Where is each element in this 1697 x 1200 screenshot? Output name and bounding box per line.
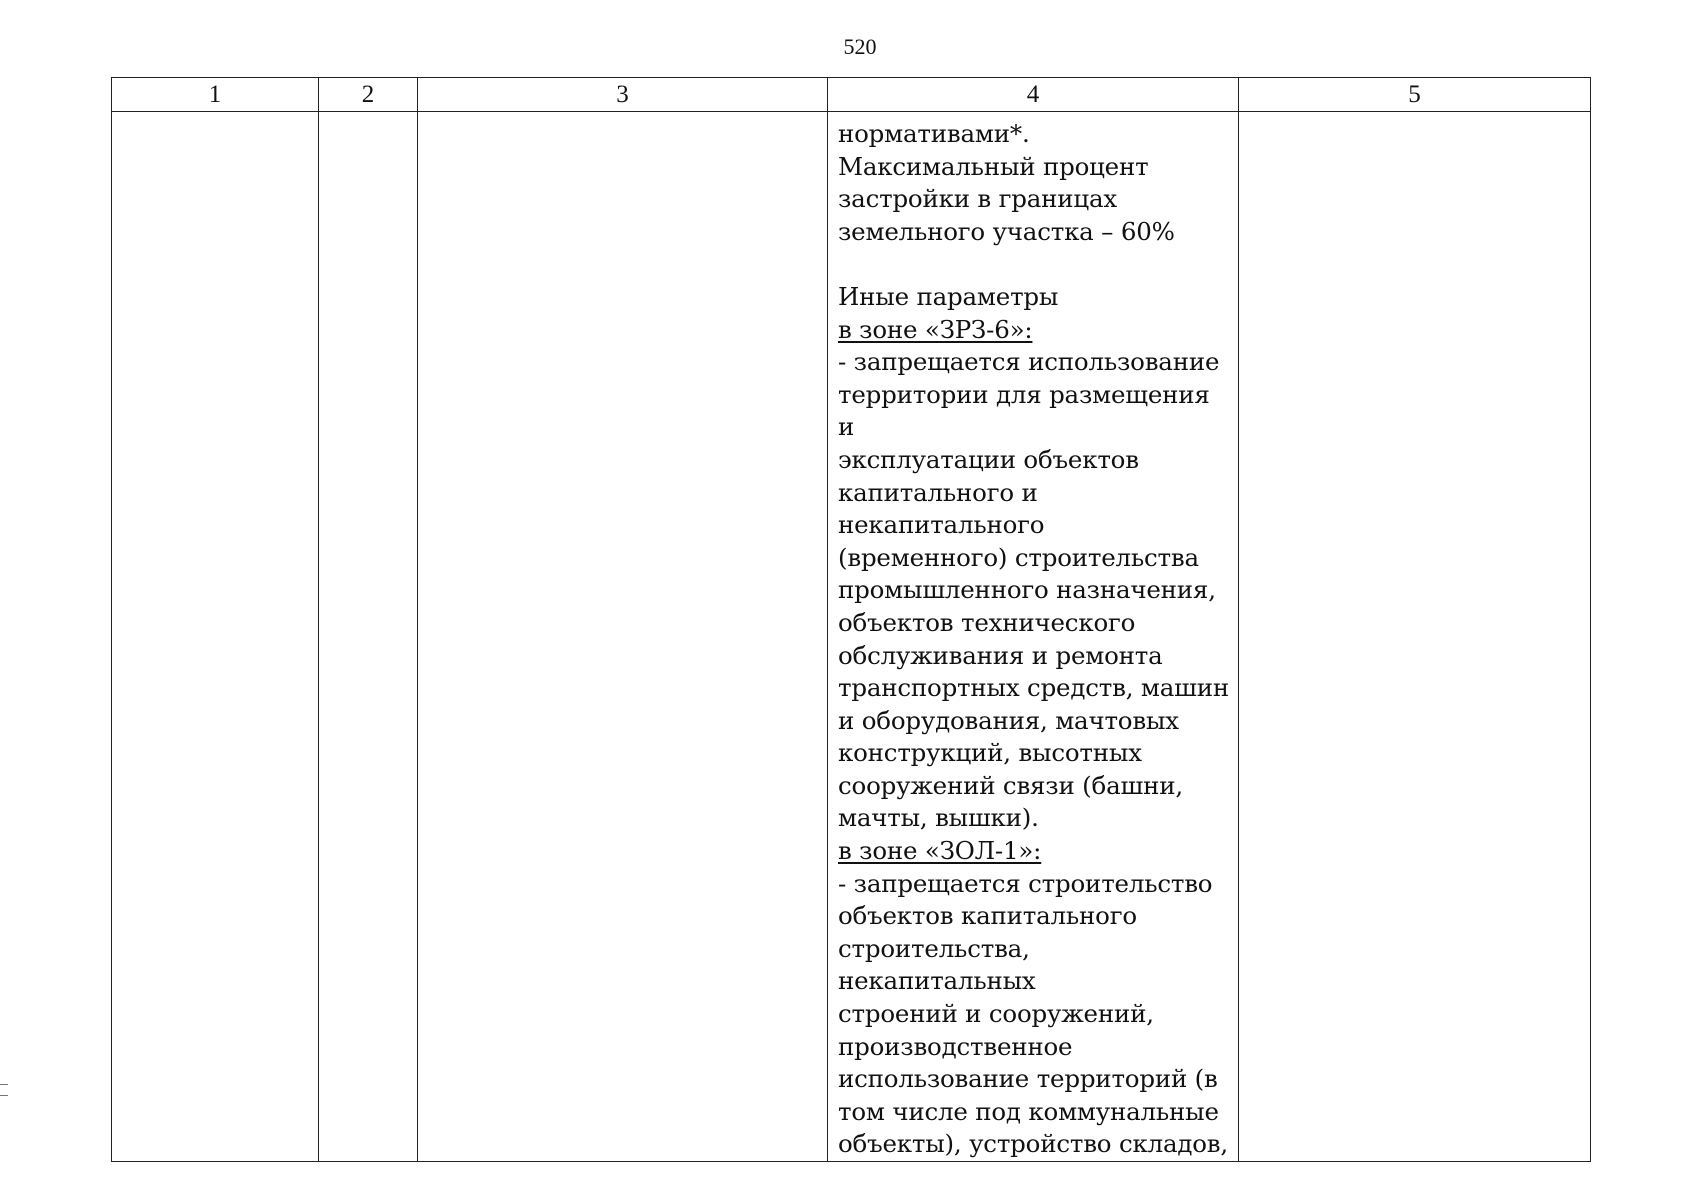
column-header-5: 5	[1239, 78, 1591, 112]
cell-col-5	[1239, 112, 1591, 1162]
zone-zrz6-title: в зоне «ЗРЗ-6»:	[838, 314, 1033, 344]
zone-zrz6-text: - запрещается использование территории для размещения и эксплуатации объектов капитального и некапитального (временного) строительства промышленного назначения, объектов технического обслуживания и ремонта транспортных средств, машин и оборудования, мачтовых конструкций, высотных сооружений связи (башни, мачты, вышки).	[838, 347, 1229, 833]
cell-col-1	[112, 112, 319, 1162]
other-params-heading: Иные параметры	[838, 281, 1059, 311]
column-header-1: 1	[112, 78, 319, 112]
document-table	[111, 77, 1591, 1162]
paragraph-gap	[838, 248, 1230, 281]
table-header-row	[112, 78, 1591, 112]
table-row	[112, 112, 1591, 1162]
cell-col-2	[319, 112, 418, 1162]
column-header-2: 2	[319, 78, 418, 112]
column-header-4: 4	[828, 78, 1239, 112]
column-header-3: 3	[418, 78, 828, 112]
zone-zol1-text: - запрещается строительство объектов капитального строительства, некапитальных строений и сооружений, производственное использование территорий (в том числе под коммунальные объекты), устройство складов,	[838, 868, 1228, 1159]
max-building-percent-text: нормативами*. Максимальный процент застройки в границах земельного участка – 60%	[838, 119, 1175, 246]
zone-zol1-title: в зоне «ЗОЛ-1»:	[838, 836, 1042, 866]
scan-margin-mark	[0, 1084, 8, 1096]
cell-col-4	[828, 112, 1239, 1162]
cell-col-3	[418, 112, 828, 1162]
page-number: 520	[843, 34, 877, 59]
